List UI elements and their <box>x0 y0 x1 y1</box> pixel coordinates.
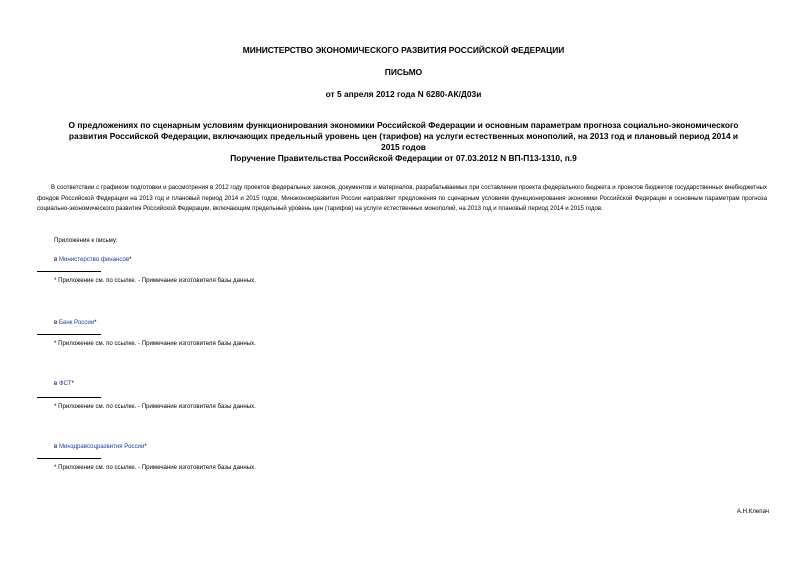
subject-line: О предложениях по сценарным условиям функционирования экономики Российской Федерации и основным параметрам прогноза социально-экономического <box>68 120 739 130</box>
attachment-link-minzdravsotsrazvitiya[interactable]: Минздравсоцразвития России <box>58 443 145 450</box>
ministry-title: МИНИСТЕРСТВО ЭКОНОМИЧЕСКОГО РАЗВИТИЯ РОССИЙСКОЙ ФЕДЕРАЦИИ <box>242 45 565 55</box>
attachment-prefix: в <box>54 319 59 326</box>
footnote-marker: * <box>94 319 97 326</box>
footnote-marker: * <box>144 443 147 450</box>
body-paragraph: В соответствии с графиком подготовки и рассмотрения в 2012 году проектов федеральных законов, документов и материалов, разрабатываемых при составлении проекта федерального бюджета и проектов бюджетов государственных внебюджетных фондов Российской Федерации на 2013 год и плановый период 2014 и 2015 годов, Минэкономразвития России направляет предложения по сценарным условиям функционирования экономики Российской Федерации и основным параметрам прогноза социально-экономического развития Российской Федерации, включающим предельный уровень цен (тарифов) на услуги естественных монополий, на 2013 год и плановый период 2014 и 2015 годов. <box>37 184 767 213</box>
attachment-link-bank-of-russia[interactable]: Банк России <box>58 319 95 326</box>
attachment-prefix: в <box>54 380 59 387</box>
attachment-entry <box>54 443 147 450</box>
footnote-text: * Приложение см. по ссылке. - Примечание изготовителя базы данных. <box>54 403 256 410</box>
attachment-link-minfin[interactable]: Министерство финансов <box>58 256 130 263</box>
attachment-link-fst[interactable]: ФСТ <box>58 380 72 387</box>
subject-line: развития Российской Федерации, включающих предельный уровень цен (тарифов) на услуги естественных монополий, на 2013 год и плановый период 2014 и <box>68 131 739 141</box>
subject-instruction: Поручение Правительства Российской Федерации от 07.03.2012 N ВП-П13-1310, п.9 <box>230 153 577 163</box>
attachment-entry <box>54 256 131 263</box>
footnote-text: * Приложение см. по ссылке. - Примечание изготовителя базы данных. <box>54 464 256 471</box>
attachments-label: Приложения к письму: <box>54 237 118 244</box>
attachment-prefix: в <box>54 256 59 263</box>
subject-line: 2015 годов <box>381 142 426 152</box>
footnote-text: * Приложение см. по ссылке. - Примечание изготовителя базы данных. <box>54 277 256 284</box>
document-type: ПИСЬМО <box>384 67 423 77</box>
attachment-entry <box>54 319 97 326</box>
signature: А.Н.Клепач <box>736 508 769 515</box>
footnote-divider <box>37 458 101 459</box>
footnote-divider <box>37 397 101 398</box>
document-date-number: от 5 апреля 2012 года N 6280-АК/Д03и <box>325 89 482 99</box>
footnote-divider <box>37 334 101 335</box>
footnote-marker: * <box>71 380 74 387</box>
attachment-entry <box>54 380 74 387</box>
footnote-divider <box>37 271 101 272</box>
footnote-marker: * <box>129 256 132 263</box>
footnote-text: * Приложение см. по ссылке. - Примечание изготовителя базы данных. <box>54 340 256 347</box>
attachment-prefix: в <box>54 443 59 450</box>
document-subject <box>34 120 773 164</box>
